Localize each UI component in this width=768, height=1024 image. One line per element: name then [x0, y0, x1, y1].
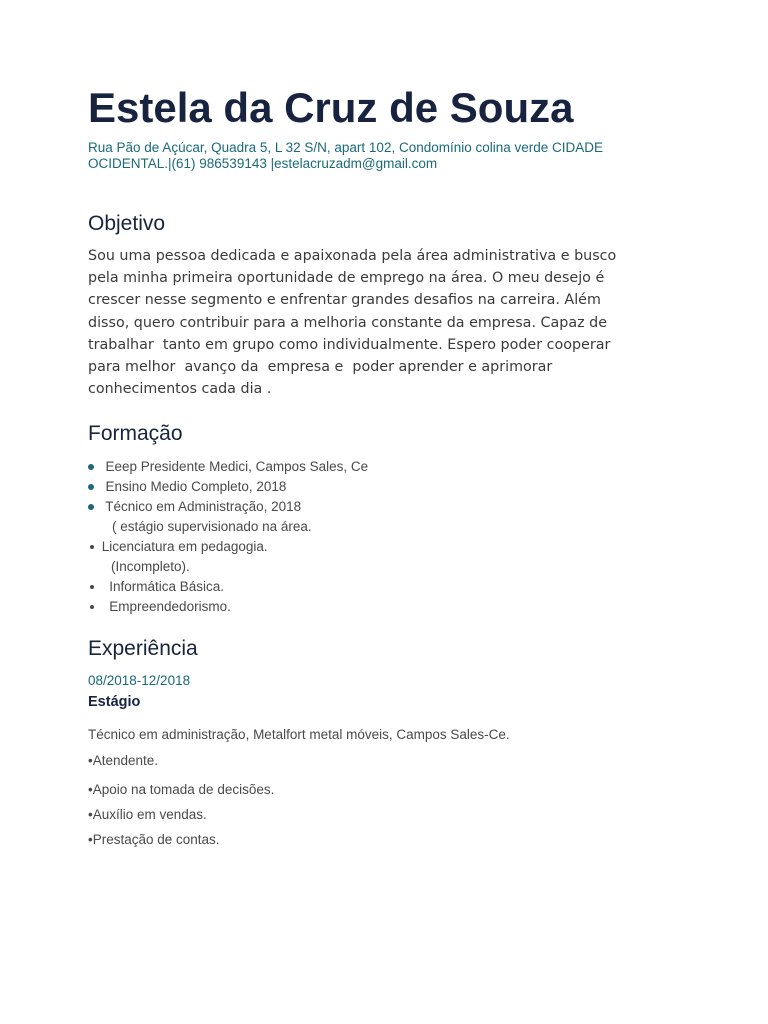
education-item-text: Técnico em Administração, 2018: [105, 499, 302, 514]
bullet-icon: [88, 504, 94, 510]
bullet-icon: [90, 605, 94, 609]
education-item: [88, 537, 368, 557]
bullet-icon: [88, 484, 94, 490]
education-item: [88, 477, 368, 497]
education-item-text: Empreendedorismo.: [109, 599, 231, 614]
education-item: [88, 497, 368, 517]
education-item-text: (Incompleto).: [111, 559, 190, 574]
objective-line: conhecimentos cada dia .: [88, 381, 272, 398]
objective-line: pela minha primeira oportunidade de emprego na área. O meu desejo é: [88, 270, 605, 287]
experience-task: •Auxílio em vendas.: [88, 807, 207, 822]
education-list: [88, 457, 368, 617]
bullet-icon: [88, 464, 94, 470]
education-item-text: Ensino Medio Completo, 2018: [105, 479, 287, 494]
bullet-icon: [90, 585, 94, 589]
education-item-text: Eeep Presidente Medici, Campos Sales, Ce: [105, 459, 369, 474]
objective-line: trabalhar tanto em grupo como individualmente. Espero poder cooperar: [88, 336, 611, 353]
experience-date: 08/2018-12/2018: [88, 673, 191, 688]
education-item: [88, 517, 368, 537]
experience-task: •Atendente.: [88, 753, 159, 768]
education-item: [88, 557, 368, 577]
contact-line-address: Rua Pão de Açúcar, Quadra 5, L 32 S/N, apart 102, Condomínio colina verde CIDADE: [88, 140, 604, 155]
experience-task: •Apoio na tomada de decisões.: [88, 782, 275, 797]
education-item: [88, 597, 368, 617]
bullet-icon: [90, 545, 94, 549]
experience-role: Estágio: [88, 694, 141, 710]
objective-text: [88, 245, 668, 400]
education-item: [88, 577, 368, 597]
experience-task: •Prestação de contas.: [88, 832, 220, 847]
education-item-text: ( estágio supervisionado na área.: [112, 519, 312, 534]
education-item-text: Licenciatura em pedagogia.: [101, 539, 268, 554]
objective-line: crescer nesse segmento e enfrentar grandes desafios na carreira. Além: [88, 292, 601, 309]
education-heading: Formação: [88, 422, 183, 445]
contact-info: [88, 140, 648, 171]
contact-line-phone-email: OCIDENTAL.|(61) 986539143 |estelacruzadm@gmail.com: [88, 155, 438, 171]
objective-line: para melhor avanço da empresa e poder aprender e aprimorar: [88, 359, 553, 376]
objective-heading: Objetivo: [88, 212, 166, 235]
objective-line: disso, quero contribuir para a melhoria constante da empresa. Capaz de: [88, 314, 608, 331]
experience-description: Técnico em administração, Metalfort metal móveis, Campos Sales-Ce.: [88, 727, 510, 742]
resume-name: Estela da Cruz de Souza: [88, 84, 574, 131]
education-item: [88, 457, 368, 477]
objective-line: Sou uma pessoa dedicada e apaixonada pela área administrativa e busco: [88, 248, 617, 264]
education-item-text: Informática Básica.: [109, 579, 225, 594]
experience-heading: Experiência: [88, 637, 198, 660]
